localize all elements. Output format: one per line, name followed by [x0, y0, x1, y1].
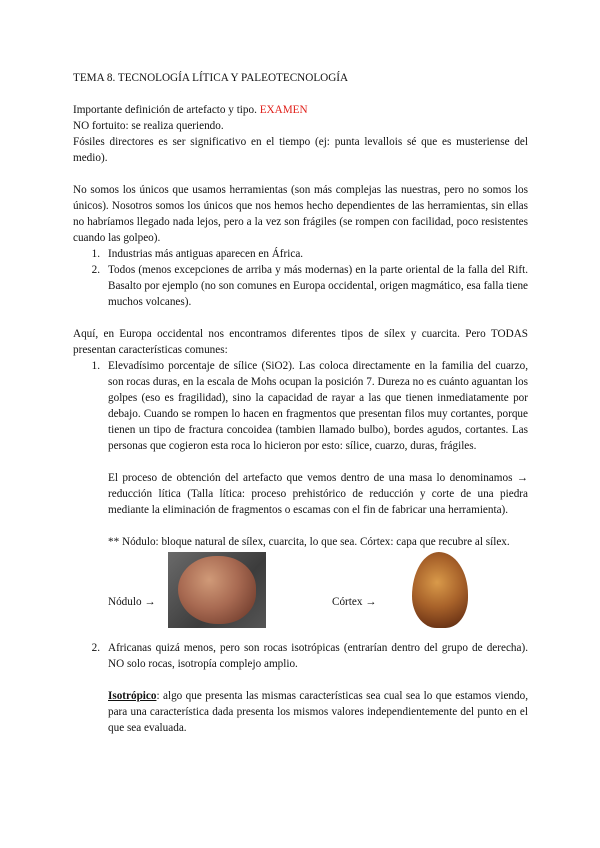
list-number: 1. [91, 360, 100, 372]
figure-row [108, 552, 528, 640]
list-text: Elevadísimo porcentaje de sílice (SiO2). Las coloca directamente en la familia del cuarzo, son rocas duras, en la escala de Mohs ocupan la posición 7. Dureza no es cuánto aguantan los golpes (eso es fragilidad), sino la capacidad de rayar a las que tienen inmediatamente por debajo. Cuando se rompen lo hacen en fragmentos que presentan filos muy cortantes, porque tienen un tipo de fractura concoidea (tambien llamado bulbo), bordes agudos, cortantes. Las personas que cogieron esta roca lo hicieron por esto: sílice, cuarzo, duras, frágiles. [108, 360, 528, 452]
exam-tag: EXAMEN [259, 104, 308, 116]
list-number: 1. [91, 248, 100, 260]
list-text: Africanas quizá menos, pero son rocas isotrópicas (entrarían dentro del grupo de derecha). NO solo rocas, isotropía complejo amplio. [108, 642, 528, 670]
cortex-image [410, 548, 472, 634]
list-item [73, 246, 528, 262]
intro-line-1 [73, 102, 528, 118]
list-item [73, 262, 528, 310]
nodulo-image [168, 552, 266, 628]
document-body [73, 70, 528, 736]
list-characteristics [73, 358, 528, 454]
list-number: 2. [91, 642, 100, 654]
isotropico-text: : algo que presenta las mismas características sea cual sea lo que estamos viendo, para una característica dada presenta los mismos valores independientemente del punto en el que sea evaluada. [108, 690, 528, 734]
isotropico-term: Isotrópico [108, 690, 157, 702]
paragraph-process: El proceso de obtención del artefacto que vemos dentro de una masa lo denominamos → reducción lítica (Talla lítica: proceso prehistórico de reducción y corte de una piedra mediante la eliminación de fragmentos o escamas con el fin de fabricar una herramienta). [108, 472, 528, 516]
intro-text: Importante definición de artefacto y tipo. [73, 104, 260, 116]
paragraph-nodulo: ** Nódulo: bloque natural de sílex, cuarcita, lo que sea. Córtex: capa que recubre al sílex. [108, 536, 510, 548]
nodulo-label: Nódulo → [108, 596, 156, 608]
paragraph-isotropico [108, 688, 528, 736]
list-characteristics-cont [73, 640, 528, 672]
list-text: Todos (menos excepciones de arriba y más modernas) en la parte oriental de la falla del Rift. Basalto por ejemplo (no son comunes en Europa occidental, origen magmático, esa falla tiene muchos volcanes). [108, 264, 528, 308]
cortex-label: Córtex → [332, 596, 377, 608]
intro-line-2: NO fortuito: se realiza queriendo. [73, 120, 224, 132]
list-number: 2. [91, 264, 100, 276]
list-text: Industrias más antiguas aparecen en África. [108, 248, 304, 260]
intro-line-3: Fósiles directores es ser significativo en el tiempo (ej: punta levallois sé que es musteriense del medio). [73, 136, 528, 164]
page-title: TEMA 8. TECNOLOGÍA LÍTICA Y PALEOTECNOLOGÍA [73, 72, 349, 84]
list-item [73, 358, 528, 454]
list-origins [73, 246, 528, 310]
list-item [73, 640, 528, 672]
paragraph-tools: No somos los únicos que usamos herramientas (son más complejas las nuestras, pero no somos los únicos). Nosotros somos los únicos que nos hemos hecho dependientes de las herramientas, sin ellas no habríamos llegado nada lejos, pero a la vez son frágiles (se rompen con facilidad, poco resistentes cuando las golpeo). [73, 184, 528, 244]
paragraph-europe: Aquí, en Europa occidental nos encontramos diferentes tipos de sílex y cuarcita. Pero TODAS presentan características comunes: [73, 328, 528, 356]
